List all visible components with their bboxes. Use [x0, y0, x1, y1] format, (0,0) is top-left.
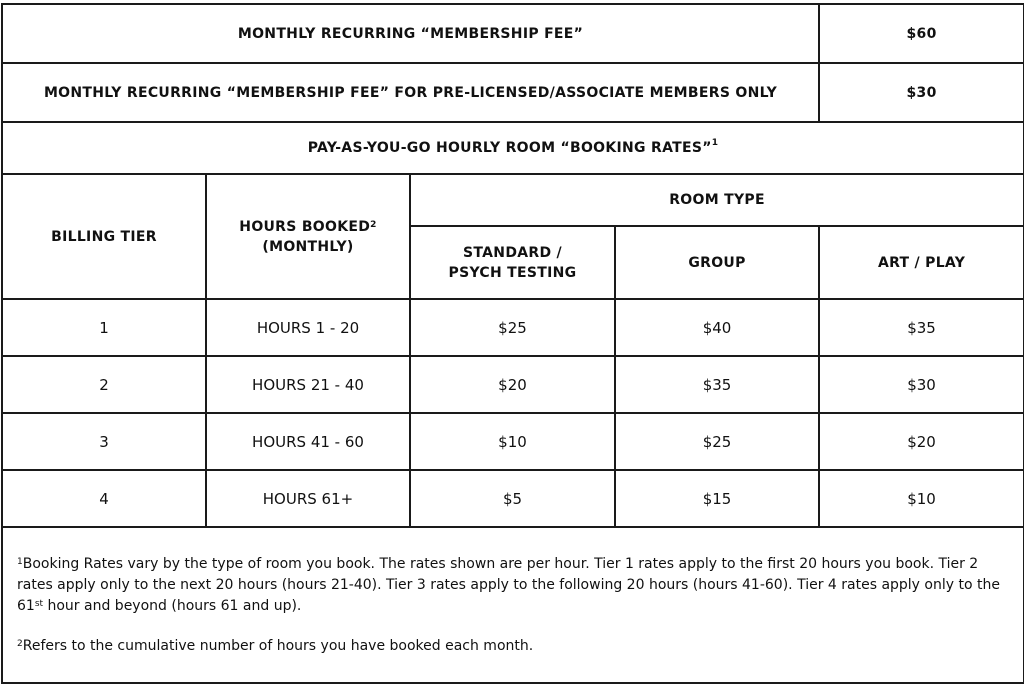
art-rate-cell: $35 [819, 299, 1024, 356]
associate-fee-value: $30 [819, 63, 1024, 122]
footnote-2: $^2$Refers to the cumulative number of hours you have booked each month. [17, 638, 534, 654]
footnotes [2, 527, 1024, 683]
table-row [2, 470, 1024, 527]
standard-header: STANDARD / PSYCH TESTING [410, 226, 615, 299]
group-header: GROUP [615, 226, 819, 299]
booking-rates-title-row [2, 122, 1024, 174]
billing-tier-header: BILLING TIER [2, 174, 206, 299]
standard-rate-cell: $5 [410, 470, 615, 527]
header-row-1 [2, 174, 1024, 226]
standard-rate-cell: $25 [410, 299, 615, 356]
hours-cell: HOURS 61+ [206, 470, 410, 527]
booking-rates-title: PAY-AS-YOU-GO HOURLY ROOM “BOOKING RATES”$^1$ [2, 122, 1024, 174]
group-rate-cell: $40 [615, 299, 819, 356]
membership-fee-label: MONTHLY RECURRING “MEMBERSHIP FEE” [2, 4, 819, 63]
footnotes-row [2, 527, 1024, 683]
tier-cell: 4 [2, 470, 206, 527]
group-rate-cell: $15 [615, 470, 819, 527]
membership-fee-row [2, 4, 1024, 63]
rates-table [1, 3, 1024, 684]
tier-cell: 1 [2, 299, 206, 356]
room-type-header: ROOM TYPE [410, 174, 1024, 226]
art-rate-cell: $30 [819, 356, 1024, 413]
group-rate-cell: $25 [615, 413, 819, 470]
art-play-header: ART / PLAY [819, 226, 1024, 299]
hours-cell: HOURS 1 - 20 [206, 299, 410, 356]
monthly-label: (MONTHLY) [262, 238, 354, 255]
group-rate-cell: $35 [615, 356, 819, 413]
hours-booked-header: HOURS BOOKED$^2$ (MONTHLY) [206, 174, 410, 299]
table-row [2, 356, 1024, 413]
associate-fee-row [2, 63, 1024, 122]
hours-cell: HOURS 41 - 60 [206, 413, 410, 470]
footnote-ref-2: 2 [370, 219, 377, 230]
standard-rate-cell: $20 [410, 356, 615, 413]
associate-fee-label: MONTHLY RECURRING “MEMBERSHIP FEE” FOR PRE-LICENSED/ASSOCIATE MEMBERS ONLY [2, 63, 819, 122]
footnote-ref-1: 1 [711, 138, 719, 148]
art-rate-cell: $20 [819, 413, 1024, 470]
standard-rate-cell: $10 [410, 413, 615, 470]
table-row [2, 413, 1024, 470]
membership-fee-value: $60 [819, 4, 1024, 63]
hours-cell: HOURS 21 - 40 [206, 356, 410, 413]
footnote-1: $^1$Booking Rates vary by the type of room you book. The rates shown are per hour. Tier 1 rates apply to the first 20 hours you book. Tier 2 rates apply only to the next 20 hours (hours 21-40). Tier 3 rates apply to the following 20 hours (hours 41-60). Tier 4 rates apply only to the 61st hour and beyond (hours 61 and up). [17, 556, 1000, 614]
art-rate-cell: $10 [819, 470, 1024, 527]
table-row [2, 299, 1024, 356]
tier-cell: 2 [2, 356, 206, 413]
tier-cell: 3 [2, 413, 206, 470]
